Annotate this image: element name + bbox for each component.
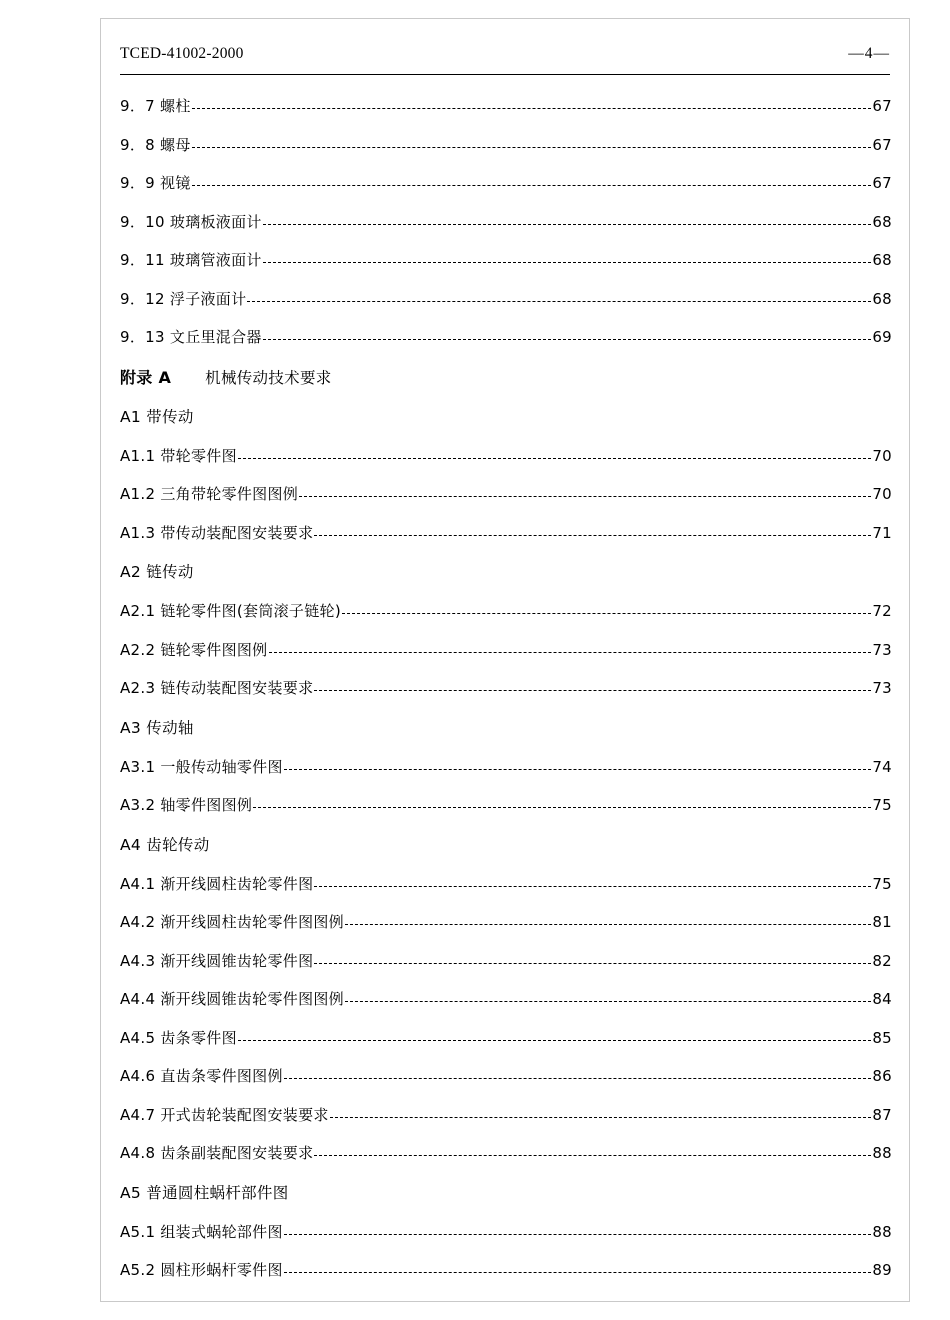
toc-entry-label: A2.3 链传动装配图安装要求 bbox=[120, 679, 314, 697]
header-divider bbox=[120, 74, 890, 75]
toc-leader-dots bbox=[314, 534, 871, 536]
page-number-marker: —4— bbox=[848, 45, 890, 62]
document-code: TCED-41002-2000 bbox=[120, 45, 244, 62]
toc-leader-dots bbox=[238, 457, 871, 459]
toc-section-label: A3 传动轴 bbox=[120, 718, 194, 737]
toc-entry-page: 73 bbox=[872, 640, 892, 659]
toc-appendix-heading bbox=[120, 365, 892, 405]
toc-entry bbox=[120, 172, 892, 211]
toc-entry-label: 9．13 文丘里混合器 bbox=[120, 328, 262, 346]
toc-entry-page: 84 bbox=[872, 990, 892, 1008]
toc-entry-page: 73 bbox=[872, 679, 892, 697]
toc-entry-label: A4.2 渐开线圆柱齿轮零件图图例 bbox=[120, 913, 344, 931]
toc-entry-label: A4.6 直齿条零件图图例 bbox=[120, 1067, 283, 1085]
toc-leader-dots bbox=[247, 300, 871, 302]
toc-section-label: A4 齿轮传动 bbox=[120, 835, 210, 854]
toc-entry-page: 85 bbox=[872, 1028, 892, 1047]
toc-leader-dots bbox=[263, 261, 872, 263]
page-header bbox=[120, 45, 890, 73]
toc-entry-label: 9．10 玻璃板液面计 bbox=[120, 212, 262, 231]
toc-entry-page: 86 bbox=[872, 1067, 892, 1085]
toc-entry bbox=[120, 600, 892, 639]
toc-leader-dots bbox=[263, 338, 872, 340]
toc-entry bbox=[120, 211, 892, 250]
toc-entry bbox=[120, 677, 892, 716]
toc-section-label: A2 链传动 bbox=[120, 563, 194, 581]
toc-entry bbox=[120, 1142, 892, 1181]
toc-leader-dots bbox=[253, 806, 871, 808]
toc-entry-page: 89 bbox=[872, 1261, 892, 1279]
toc-entry-label: A4.8 齿条副装配图安装要求 bbox=[120, 1144, 314, 1162]
toc-entry-label: A1.1 带轮零件图 bbox=[120, 446, 237, 465]
toc-entry-page: 70 bbox=[872, 446, 892, 465]
toc-leader-dots bbox=[284, 1233, 872, 1235]
toc-leader-dots bbox=[314, 962, 871, 964]
toc-entry bbox=[120, 1027, 892, 1066]
toc-entry bbox=[120, 522, 892, 561]
toc-entry-label: A3.2 轴零件图图例 bbox=[120, 796, 253, 814]
toc-entry-page: 67 bbox=[872, 97, 892, 115]
toc-leader-dots bbox=[314, 689, 871, 691]
toc-entry-label: A4.1 渐开线圆柱齿轮零件图 bbox=[120, 874, 314, 893]
toc-entry bbox=[120, 950, 892, 989]
toc-leader-dots bbox=[284, 1077, 872, 1079]
toc-entry bbox=[120, 445, 892, 484]
toc-entry-page: 68 bbox=[872, 251, 892, 269]
toc-entry-label: A2.2 链轮零件图图例 bbox=[120, 640, 268, 659]
toc-entry-label: A5.1 组装式蜗轮部件图 bbox=[120, 1222, 283, 1241]
toc-entry bbox=[120, 756, 892, 795]
toc-leader-dots bbox=[342, 612, 871, 614]
toc-leader-dots bbox=[299, 495, 871, 497]
toc-entry-page: 67 bbox=[872, 174, 892, 192]
toc-entry-label: 9．8 螺母 bbox=[120, 135, 191, 154]
toc-entry bbox=[120, 483, 892, 522]
toc-entry-page: 82 bbox=[872, 951, 892, 970]
toc-entry-label: A4.5 齿条零件图 bbox=[120, 1028, 237, 1047]
toc-entry-page: 70 bbox=[872, 485, 892, 503]
toc-section-heading bbox=[120, 560, 892, 600]
toc-entry bbox=[120, 1221, 892, 1260]
toc-leader-dots bbox=[192, 146, 872, 148]
toc-leader-dots bbox=[263, 223, 872, 225]
toc-section-heading bbox=[120, 405, 892, 445]
toc-appendix-title: 机械传动技术要求 bbox=[205, 368, 332, 387]
toc-entry-page: 81 bbox=[872, 913, 892, 931]
toc-entry-label: A4.3 渐开线圆锥齿轮零件图 bbox=[120, 951, 314, 970]
toc-section-label: A1 带传动 bbox=[120, 407, 194, 426]
toc-entry-label: A5.2 圆柱形蜗杆零件图 bbox=[120, 1261, 283, 1279]
toc-entry-page: 88 bbox=[872, 1222, 892, 1241]
toc-section-label: A5 普通圆柱蜗杆部件图 bbox=[120, 1183, 289, 1202]
toc-appendix-label bbox=[120, 365, 332, 388]
toc-leader-dots bbox=[345, 1000, 871, 1002]
toc-entry-label: A2.1 链轮零件图(套筒滚子链轮) bbox=[120, 602, 341, 620]
toc-entry bbox=[120, 639, 892, 678]
toc-leader-dots bbox=[345, 923, 871, 925]
toc-entry-label: A1.2 三角带轮零件图图例 bbox=[120, 485, 299, 503]
toc-leader-dots bbox=[314, 1154, 871, 1156]
toc-entry-page: 74 bbox=[872, 757, 892, 776]
toc-leader-dots bbox=[284, 1271, 872, 1273]
toc-leader-dots bbox=[269, 651, 872, 653]
toc-entry-page: 75 bbox=[872, 874, 892, 893]
toc-entry bbox=[120, 988, 892, 1027]
toc-entry-label: 9．12 浮子液面计 bbox=[120, 289, 247, 308]
toc-entry bbox=[120, 1259, 892, 1298]
toc-entry-page: 68 bbox=[872, 289, 892, 308]
toc-entry-label: 9．9 视镜 bbox=[120, 174, 191, 192]
toc-entry-label: A3.1 一般传动轴零件图 bbox=[120, 757, 283, 776]
toc-leader-dots bbox=[192, 184, 872, 186]
toc-section-heading bbox=[120, 716, 892, 756]
toc-entry-label: 9．11 玻璃管液面计 bbox=[120, 251, 262, 269]
toc-entry bbox=[120, 288, 892, 327]
toc-section-heading bbox=[120, 833, 892, 873]
toc-entry bbox=[120, 1065, 892, 1104]
toc-entry-label: A1.3 带传动装配图安装要求 bbox=[120, 523, 314, 542]
toc-entry-page: 69 bbox=[872, 328, 892, 346]
toc-section-heading bbox=[120, 1181, 892, 1221]
toc-leader-dots bbox=[192, 107, 872, 109]
toc-leader-dots bbox=[330, 1116, 872, 1118]
toc-entry-page: 75 bbox=[872, 796, 892, 814]
toc-entry-page: 72 bbox=[872, 602, 892, 620]
toc-entry bbox=[120, 911, 892, 950]
toc-entry-page: 71 bbox=[872, 523, 892, 542]
toc-leader-dots bbox=[284, 768, 872, 770]
toc-entry bbox=[120, 134, 892, 173]
toc-entry bbox=[120, 249, 892, 288]
toc-entry-page: 68 bbox=[872, 212, 892, 231]
toc-entry-page: 67 bbox=[872, 135, 892, 154]
toc-entry bbox=[120, 1104, 892, 1143]
toc-entry-label: A4.4 渐开线圆锥齿轮零件图图例 bbox=[120, 990, 344, 1008]
table-of-contents bbox=[120, 95, 892, 1298]
toc-leader-dots bbox=[314, 885, 871, 887]
toc-leader-dots bbox=[238, 1039, 871, 1041]
toc-entry-label: 9．7 螺柱 bbox=[120, 97, 191, 115]
toc-entry-page: 88 bbox=[872, 1144, 892, 1162]
toc-entry-page: 87 bbox=[872, 1105, 892, 1124]
toc-entry bbox=[120, 794, 892, 833]
toc-entry bbox=[120, 95, 892, 134]
toc-entry bbox=[120, 326, 892, 365]
toc-entry bbox=[120, 873, 892, 912]
toc-entry-label: A4.7 开式齿轮装配图安装要求 bbox=[120, 1105, 329, 1124]
toc-appendix-number: 附录 A bbox=[120, 367, 172, 387]
